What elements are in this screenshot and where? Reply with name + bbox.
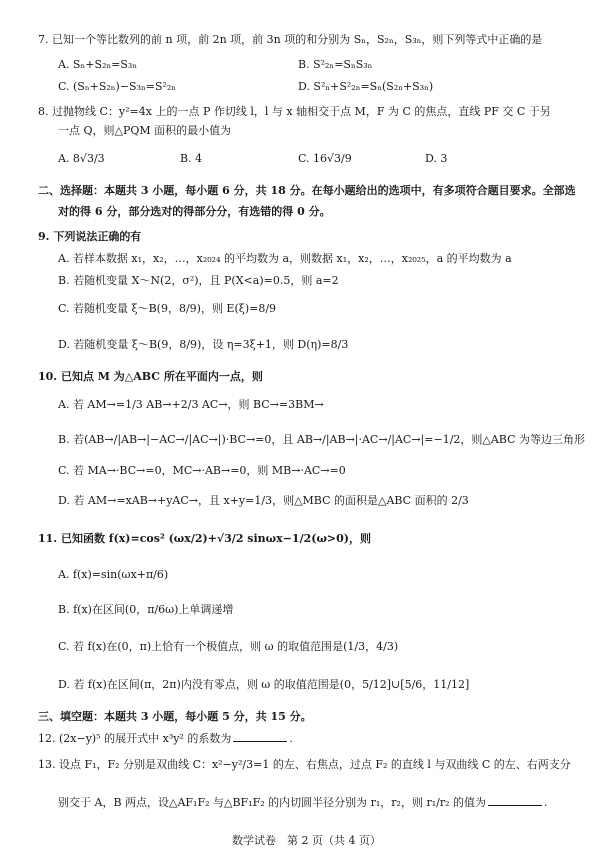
- q8-option-c: C. 16√3/9: [298, 152, 352, 165]
- q10-option-a: A. 若 AM→=1/3 AB→+2/3 AC→，则 BC→=3BM→: [58, 398, 324, 411]
- q12-period: .: [289, 732, 293, 745]
- q13-text: 别交于 A，B 两点，设△AF₁F₂ 与△BF₁F₂ 的内切圆半径分别为 r₁，r₂，则 r₁/r₂ 的值为: [58, 796, 486, 809]
- q7-option-a: A. Sₙ+S₂ₙ=S₃ₙ: [58, 58, 138, 71]
- section2-heading-line2: 对的得 6 分，部分选对的得部分分，有选错的得 0 分。: [58, 205, 331, 218]
- q7-option-d: D. S²ₙ+S²₂ₙ=Sₙ(S₂ₙ+S₃ₙ): [298, 80, 434, 93]
- q9-option-d: D. 若随机变量 ξ～B(9，8/9)，设 η=3ξ+1，则 D(η)=8/3: [58, 338, 349, 351]
- q12-line: [38, 732, 293, 746]
- section2-heading-line1: 二、选择题：本题共 3 小题，每小题 6 分，共 18 分。在每小题给出的选项中，有多项符合题目要求。全部选: [38, 184, 576, 197]
- q11-option-a: A. f(x)=sin(ωx+π/6): [58, 568, 169, 581]
- q13-line1: 13. 设点 F₁，F₂ 分别是双曲线 C：x²−y²/3=1 的左、右焦点，过点 F₂ 的直线 l 与双曲线 C 的左、右两支分: [38, 758, 571, 771]
- q8-option-a: A. 8√3/3: [58, 152, 105, 165]
- q10-option-b: B. 若(AB→/|AB→|−AC→/|AC→|)·BC→=0，且 AB→/|AB→|·AC→/|AC→|=−1/2，则△ABC 为等边三角形: [58, 433, 586, 446]
- q10-option-c: C. 若 MA→·BC→=0，MC→·AB→=0，则 MB→·AC→=0: [58, 464, 346, 477]
- q11-stem: 11. 已知函数 f(x)=cos² (ωx/2)+√3/2 sinωx−1/2(ω>0)，则: [38, 532, 371, 545]
- q13-period: .: [544, 796, 548, 809]
- q10-option-d: D. 若 AM→=xAB→+yAC→，且 x+y=1/3，则△MBC 的面积是△ABC 面积的 2/3: [58, 494, 469, 507]
- q11-option-d: D. 若 f(x)在区间(π，2π)内没有零点，则 ω 的取值范围是(0，5/12]∪[5/6，11/12]: [58, 678, 470, 691]
- q9-option-a: A. 若样本数据 x₁，x₂，…，x₂₀₂₄ 的平均数为 a，则数据 x₁，x₂，…，x₂₀₂₅，a 的平均数为 a: [58, 252, 512, 265]
- q10-stem: 10. 已知点 M 为△ABC 所在平面内一点，则: [38, 370, 263, 383]
- q13-line2: [58, 796, 548, 810]
- q9-option-c: C. 若随机变量 ξ～B(9，8/9)，则 E(ξ)=8/9: [58, 302, 277, 315]
- page-footer: 数学试卷 第 2 页（共 4 页）: [232, 834, 381, 847]
- q7-stem: 7. 已知一个等比数列的前 n 项，前 2n 项，前 3n 项的和分别为 Sₙ，S₂ₙ，S₃ₙ，则下列等式中正确的是: [38, 33, 543, 46]
- q8-stem-line2: 一点 Q，则△PQM 面积的最小值为: [58, 124, 232, 137]
- q8-stem-line1: 8. 过抛物线 C：y²=4x 上的一点 P 作切线 l，l 与 x 轴相交于点 M，F 为 C 的焦点，直线 PF 交 C 于另: [38, 105, 551, 118]
- q12-text: 12. (2x−y)⁵ 的展开式中 x³y² 的系数为: [38, 732, 232, 745]
- q12-answer-blank[interactable]: [233, 741, 287, 742]
- q11-option-c: C. 若 f(x)在(0，π)上恰有一个极值点，则 ω 的取值范围是(1/3，4/3): [58, 640, 399, 653]
- q8-option-b: B. 4: [180, 152, 203, 165]
- section3-heading: 三、填空题：本题共 3 小题，每小题 5 分，共 15 分。: [38, 710, 312, 723]
- q9-stem: 9. 下列说法正确的有: [38, 230, 142, 243]
- q7-option-c: C. (Sₙ+S₂ₙ)−S₃ₙ=S²₂ₙ: [58, 80, 177, 93]
- q11-option-b: B. f(x)在区间(0，π/6ω)上单调递增: [58, 603, 234, 616]
- q8-option-d: D. 3: [425, 152, 448, 165]
- q13-answer-blank[interactable]: [488, 805, 542, 806]
- q9-option-b: B. 若随机变量 X～N(2，σ²)，且 P(X<a)=0.5，则 a=2: [58, 274, 339, 287]
- q7-option-b: B. S²₂ₙ=SₙS₃ₙ: [298, 58, 373, 71]
